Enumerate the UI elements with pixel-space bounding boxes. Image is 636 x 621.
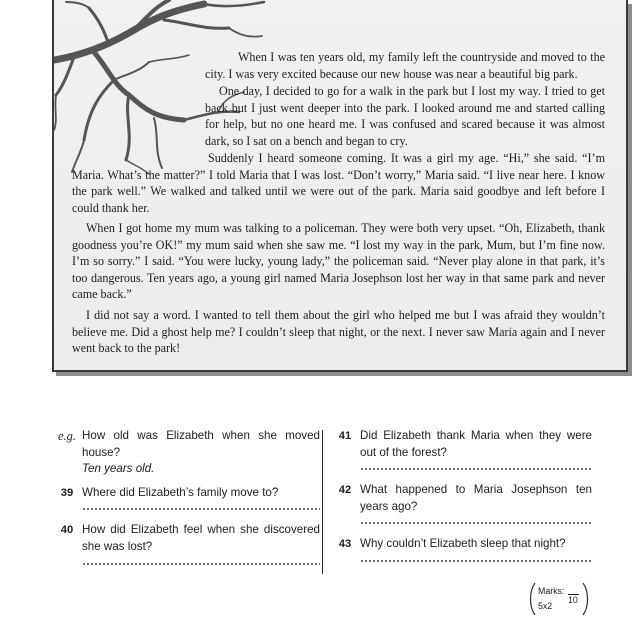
example-answer: Ten years old. [82, 462, 155, 476]
story-paragraph: Suddenly I heard someone coming. It was a girl my age. “Hi,” she said. “I’m Maria. What’s the matter?” I told Maria that I was lost. “Don’t worry,” Maria said. “I live near here. I know the park well.” We walked and talked until we were out of the park. Maria said goodbye and left before I could thank her. [72, 151, 605, 215]
question-40 [52, 522, 320, 576]
answer-line[interactable] [82, 561, 320, 567]
marks-total: 10 [568, 595, 578, 605]
question-text: How old was Elizabeth when she moved house? [82, 429, 320, 459]
question-text: Why couldn’t Elizabeth sleep that night? [360, 537, 566, 551]
question-41 [330, 428, 592, 482]
story-paragraph: When I was ten years old, my family left the countryside and moved to the city. I was very excited because our new house was near a beautiful big park. [205, 50, 605, 81]
story-paragraph: I did not say a word. I wanted to tell them about the girl who helped me but I was afraid they wouldn’t believe me. Did a ghost help me? I couldn’t sleep that night, or the next. I never saw Maria again and I never went back to the park! [72, 308, 605, 356]
questions-right-column [330, 428, 592, 574]
column-divider [322, 430, 323, 574]
question-text: Where did Elizabeth’s family move to? [82, 485, 279, 499]
question-text: How did Elizabeth feel when she discovered she was lost? [82, 523, 320, 553]
question-number: 40 [60, 524, 74, 537]
question-number: 42 [338, 484, 352, 497]
example-question [52, 428, 320, 478]
story-paragraph: One day, I decided to go for a walk in the park but I lost my way. I tried to get back but I just went deeper into the park. I looked around me and started calling for help, but no one heard me. I was confused and scared because it was almost dark, so I sat on a bench and began to cry. [205, 84, 605, 148]
marks-multiplier: 5x2 [538, 601, 553, 611]
question-number: 41 [338, 430, 352, 442]
answer-line[interactable] [360, 558, 592, 564]
answer-line[interactable] [360, 466, 592, 472]
answer-line[interactable] [360, 520, 592, 526]
question-39 [52, 485, 320, 523]
question-number: 43 [338, 538, 352, 551]
questions-left-column [52, 428, 320, 577]
marks-box [528, 581, 590, 617]
answer-line[interactable] [82, 506, 320, 512]
question-42 [330, 482, 592, 536]
question-43 [330, 536, 592, 574]
marks-label: Marks: [538, 586, 565, 596]
story-paragraph: When I got home my mum was talking to a policeman. They were both very upset. “Oh, Elizabeth, thank goodness you’re OK!” my mum said when she saw me. “I lost my way in the park, Mum, but I’m fine now. I’m so sorry.” I said. “You were lucky, young lady,” the policeman said. “Never play alone in that park, it’s too dangerous. Ten years ago, a young girl named Maria Josephson lost her way in that same park and never came back.” [72, 221, 605, 302]
question-text: What happened to Maria Josephson ten years ago? [360, 483, 592, 513]
question-text: Did Elizabeth thank Maria when they were out of the forest? [360, 429, 592, 459]
question-number: e.g. [58, 429, 76, 443]
story-box [52, 0, 628, 372]
question-number: 39 [60, 486, 74, 499]
